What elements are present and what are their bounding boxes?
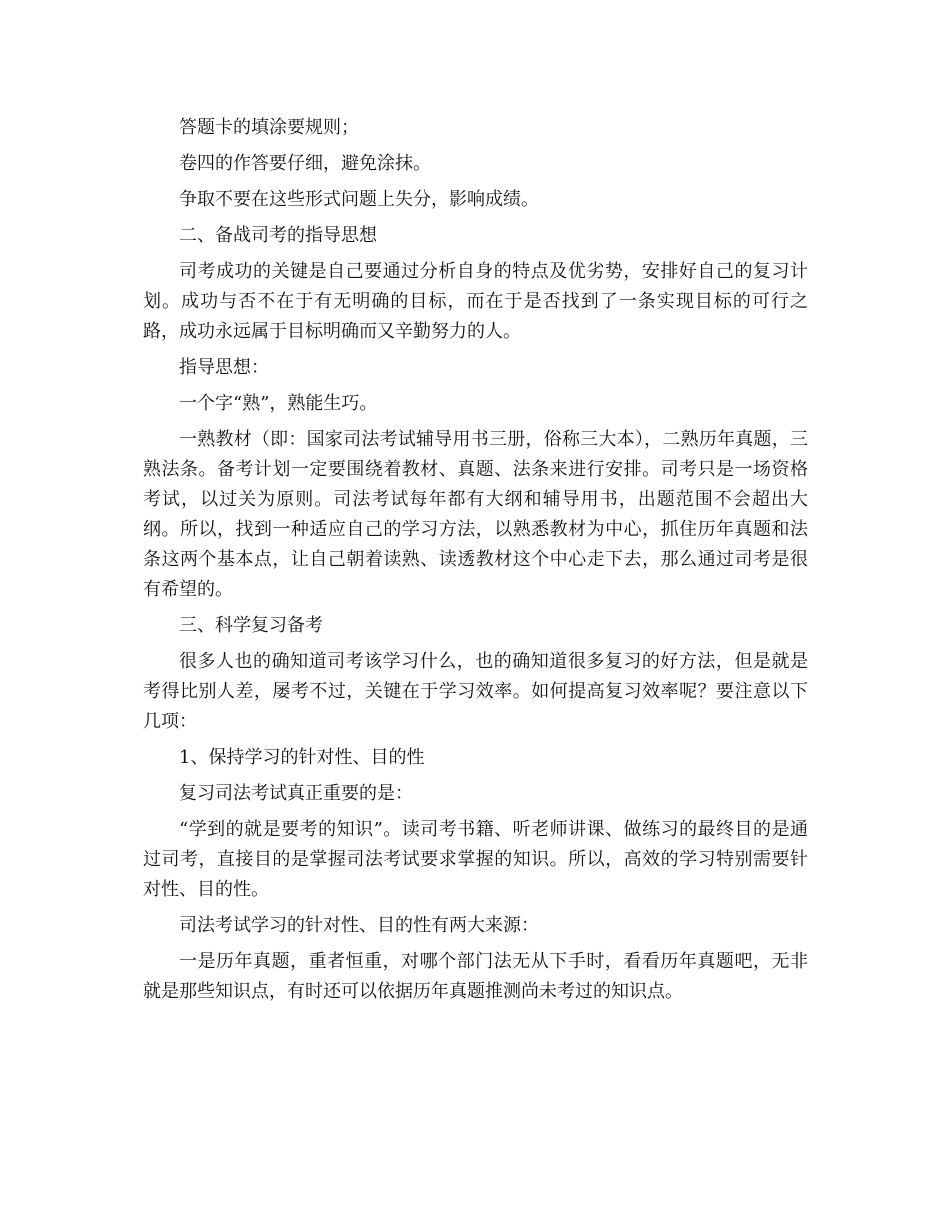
- section-heading-scientific-review: 三、科学复习备考: [179, 615, 323, 636]
- document-body: [143, 113, 808, 1013]
- paragraph-review-important: 复习司法考试真正重要的是：: [179, 783, 413, 804]
- paragraph-avoid-loss: 争取不要在这些形式问题上失分，影响成绩。: [179, 189, 539, 210]
- paragraph-three-familiar: 一熟教材（即：国家司法考试辅导用书三册，俗称三大本），二熟历年真题，三熟法条。备考计划一定要围绕着教材、真题、法条来进行安排。司考只是一场资格考试，以过关为原则。司法考试每年都有大纲和辅导用书，出题范围不会超出大纲。所以，找到一种适应自己的学习方法，以熟悉教材为中心，抓住历年真题和法条这两个基本点，让自己朝着读熟、读透教材这个中心走下去，那么通过司考是很有希望的。: [143, 429, 808, 600]
- paragraph-familiarity: 一个字“熟”，熟能生巧。: [179, 393, 378, 414]
- paragraph-answer-card: 答题卡的填涂要规则；: [179, 117, 359, 138]
- paragraph-two-sources: 司法考试学习的针对性、目的性有两大来源：: [179, 915, 539, 936]
- section-heading-guiding-thought: 二、备战司考的指导思想: [179, 225, 377, 246]
- subheading-targeted-study: 1、保持学习的针对性、目的性: [179, 747, 425, 768]
- paragraph-guiding-label: 指导思想：: [179, 357, 269, 378]
- paragraph-learn-what-tested: “学到的就是要考的知识”。读司考书籍、听老师讲课、做练习的最终目的是通过司考，直接目的是掌握司法考试要求掌握的知识。所以，高效的学习特别需要针对性、目的性。: [143, 819, 808, 900]
- paragraph-success-key: 司考成功的关键是自己要通过分析自身的特点及优劣势，安排好自己的复习计划。成功与否不在于有无明确的目标，而在于是否找到了一条实现目标的可行之路，成功永远属于目标明确而又辛勤努力的人。: [143, 261, 808, 342]
- paragraph-efficiency: 很多人也的确知道司考该学习什么，也的确知道很多复习的好方法，但是就是考得比别人差，屡考不过，关键在于学习效率。如何提高复习效率呢？要注意以下几项：: [143, 651, 808, 732]
- paragraph-paper-four: 卷四的作答要仔细，避免涂抹。: [179, 153, 431, 174]
- paragraph-past-exams: 一是历年真题，重者恒重，对哪个部门法无从下手时，看看历年真题吧，无非就是那些知识点，有时还可以依据历年真题推测尚未考过的知识点。: [143, 951, 808, 1002]
